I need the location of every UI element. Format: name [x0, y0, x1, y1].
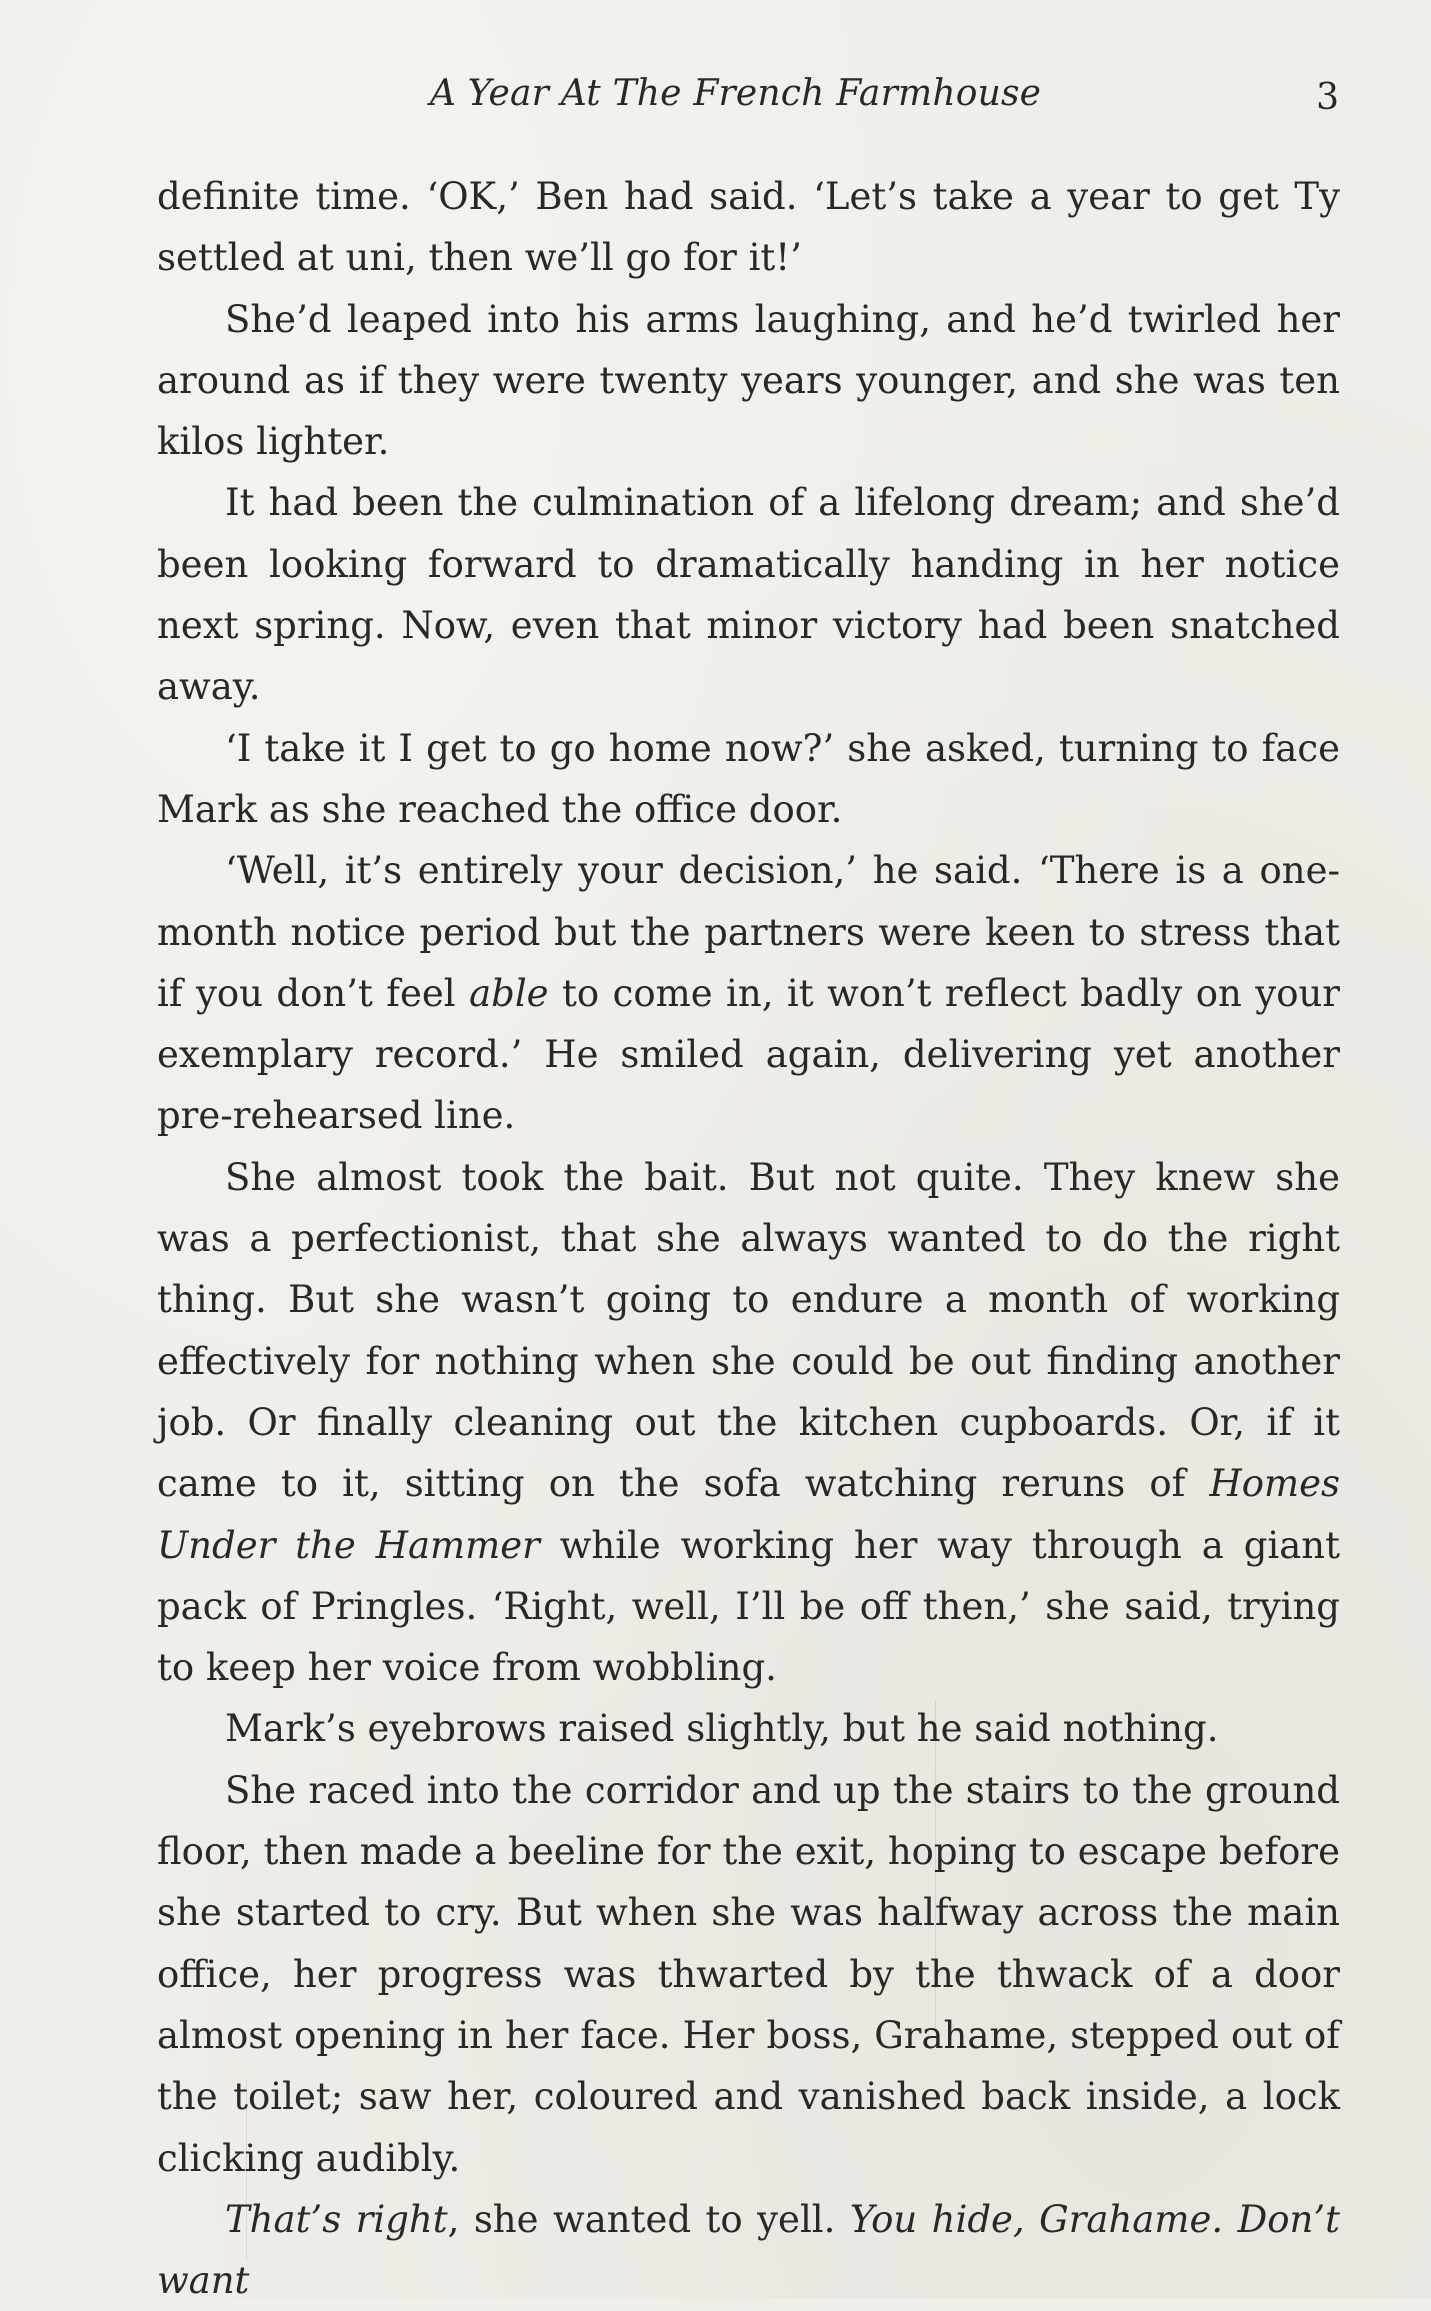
- text-run: to come in, it won’t reflect badly on your exemplary record.’ He smiled again, delivering yet another pre-rehearsed line.: [157, 971, 1340, 1138]
- paragraph: [157, 840, 1340, 1146]
- text-run: It had been the culmination of a lifelong dream; and she’d been looking forward to dramatically handing in her notice next spring. Now, even that minor victory had been snatched away.: [157, 481, 1340, 709]
- paragraph: [157, 1147, 1340, 1699]
- text-run: ‘I take it I get to go home now?’ she asked, turning to face Mark as she reached the office door.: [157, 726, 1340, 831]
- text-run: She raced into the corridor and up the stairs to the ground floor, then made a beeline for the exit, hoping to escape before she started to cry. But when she was halfway across the main office, her progress was thwarted by the thwack of a door almost opening in her face. Her boss, Grahame, stepped out of the toilet; saw her, coloured and vanished back inside, a lock clicking audibly.: [157, 1768, 1340, 2180]
- paragraph: [157, 2189, 1340, 2311]
- text-run: while working her way through a giant pack of Pringles. ‘Right, well, I’ll be off then,’ she said, trying to keep her voice from wobbling.: [157, 1523, 1340, 1690]
- text-run: Mark’s eyebrows raised slightly, but he said nothing.: [225, 1707, 1219, 1751]
- body-text: [157, 166, 1340, 2311]
- paragraph: [157, 166, 1340, 289]
- paragraph: [157, 1760, 1340, 2189]
- paragraph: [157, 472, 1340, 717]
- running-title: A Year At The French Farmhouse: [429, 73, 1042, 114]
- italic-text-run: That’s right: [225, 2197, 448, 2241]
- paragraph: [157, 1698, 1340, 1759]
- paragraph: [157, 289, 1340, 473]
- text-run: She almost took the bait. But not quite. They knew she was a perfectionist, that she always wanted to do the right thing. But she wasn’t going to endure a month of working effectively for nothing when she could be out finding another job. Or finally cleaning out the kitchen cupboards. Or, if it came to it, sitting on the sofa watching reruns of: [157, 1155, 1340, 1506]
- running-head: [0, 64, 1431, 124]
- italic-text-run: able: [469, 971, 549, 1015]
- italic-text-run: Homes Under the Hammer: [157, 1462, 1340, 1567]
- paragraph: [157, 718, 1340, 841]
- page-number: 3: [1316, 77, 1339, 118]
- text-run: She’d leaped into his arms laughing, and he’d twirled her around as if they were twenty years younger, and she was ten kilos lighter.: [157, 297, 1340, 464]
- italic-text-run: You hide, Grahame. Don’t want: [157, 2197, 1340, 2303]
- text-run: definite time. ‘OK,’ Ben had said. ‘Let’s take a year to get Ty settled at uni, then we’ll go for it!’: [157, 175, 1340, 280]
- text-run: ‘Well, it’s entirely your decision,’ he said. ‘There is a one-month notice period but the partners were keen to stress that if you don’t feel: [157, 849, 1340, 1015]
- text-run: , she wanted to yell.: [447, 2197, 850, 2241]
